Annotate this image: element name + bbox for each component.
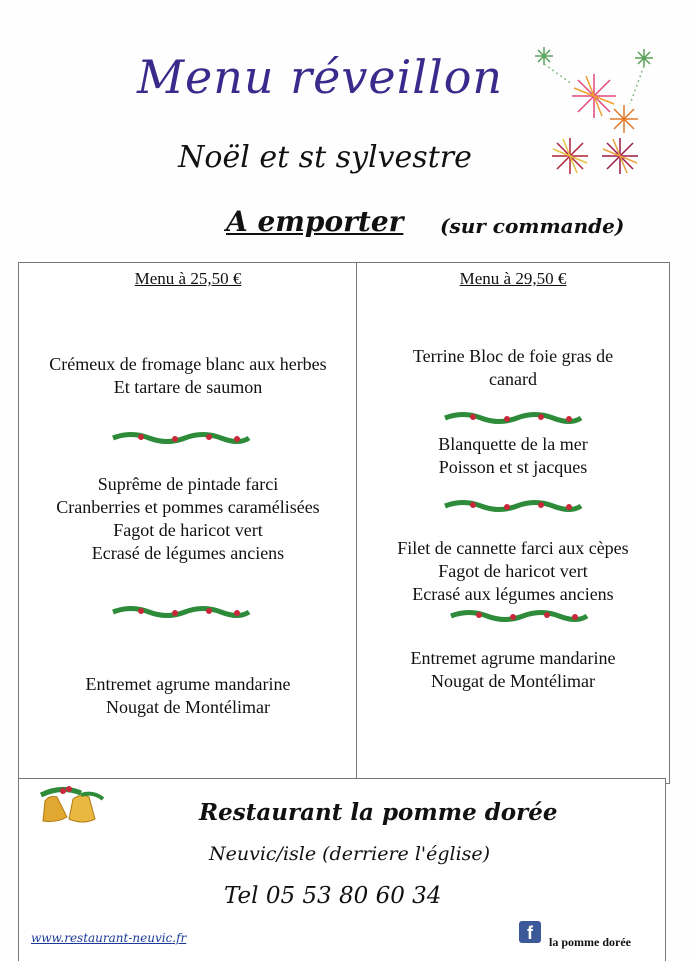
facebook-icon[interactable]: f [519,921,541,943]
dish-line: Fagot de haricot vert [113,520,263,540]
garland-icon [449,607,589,625]
restaurant-name: Restaurant la pomme dorée [199,799,558,826]
menu-price-heading: Menu à 29,50 € [459,269,567,288]
dish-line: Nougat de Montélimar [106,697,270,717]
dish-line: canard [489,369,537,389]
dish-line: Nougat de Montélimar [431,671,595,691]
restaurant-address: Neuvic/isle (derriere l'église) [209,843,491,865]
menu-subtitle: Noël et st sylvestre [178,140,472,175]
website-link[interactable]: www.restaurant-neuvic.fr [31,931,187,945]
course-main [19,473,357,565]
facebook-page-name: la pomme dorée [549,935,631,949]
dish-line: Blanquette de la mer [438,434,588,454]
dish-line: Ecrasé de légumes anciens [91,543,285,563]
course-main [357,537,669,606]
garland-icon [443,497,583,515]
dish-line: Cranberries et pommes caramélisées [56,497,320,517]
dish-line: Crémeux de fromage blanc aux herbes [49,354,327,374]
dish-line: Fagot de haricot vert [438,561,588,581]
menu-column-left [18,262,358,784]
dish-line: Suprême de pintade farci [97,474,279,494]
menu-column-right [356,262,670,784]
menu-price-heading: Menu à 25,50 € [134,269,242,288]
takeaway-label: A emporter [226,205,404,238]
dish-line: Terrine Bloc de foie gras de [412,346,614,366]
dish-line: Poisson et st jacques [438,457,588,477]
course-starter [357,345,669,391]
dish-line: Entremet agrume mandarine [85,674,291,694]
restaurant-phone: Tel 05 53 80 60 34 [224,883,442,909]
dish-line: Filet de cannette farci aux cèpes [397,538,629,558]
garland-icon [111,603,251,621]
garland-icon [111,429,251,447]
bells-icon [31,783,111,829]
menu-title: Menu réveillon [136,50,504,104]
dish-line: Et tartare de saumon [113,377,263,397]
dish-line: Ecrasé aux légumes anciens [412,584,614,604]
course-starter [19,353,357,399]
garland-icon [443,409,583,427]
course-fish [357,433,669,479]
course-dessert [357,647,669,693]
footer-panel [18,778,666,961]
course-dessert [19,673,357,719]
dish-line: Entremet agrume mandarine [410,648,616,668]
on-order-label: (sur commande) [440,214,625,238]
